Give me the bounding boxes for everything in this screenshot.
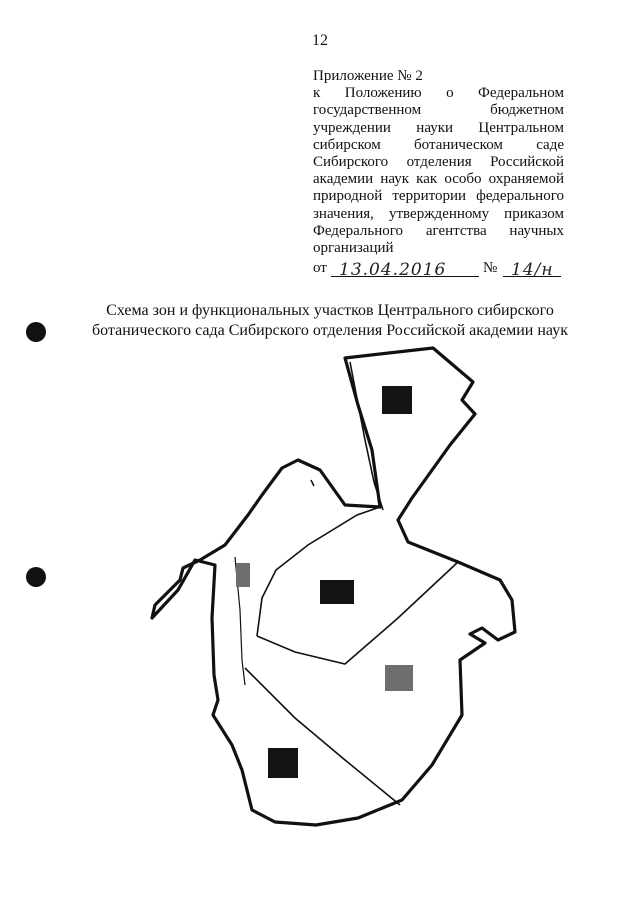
appendix-title: Приложение № 2 [313, 68, 423, 84]
number-label: № [483, 260, 498, 276]
map-tick-mark [311, 480, 314, 486]
zone-marker-north [382, 386, 412, 414]
zone-marker-east [385, 665, 413, 691]
appendix-text: к Положению о Федеральном государственном бюджетном учреждении науки Центральном сибирском ботаническом саде Сибирского отделения Российской академии наук как особо охраняемой природной территории федерального значения, утвержденному приказом Федерального агентства научных организаций [313, 85, 564, 257]
handwritten-date: 13.04.2016 [339, 260, 447, 280]
zone-divider-upper [257, 507, 380, 636]
handwritten-number: 14/н [511, 260, 554, 280]
zone-marker-west [236, 563, 250, 587]
scheme-title-line-1: Схема зон и функциональных участков Центрального сибирского [106, 302, 554, 319]
zone-marker-center [320, 580, 354, 604]
from-label: от [313, 260, 327, 276]
zone-divider-middle [257, 562, 458, 664]
zone-divider-lower [245, 668, 400, 805]
page-number: 12 [312, 32, 328, 49]
scheme-title-line-2: ботанического сада Сибирского отделения Российской академии наук [91, 322, 568, 339]
zone-marker-south [268, 748, 298, 778]
